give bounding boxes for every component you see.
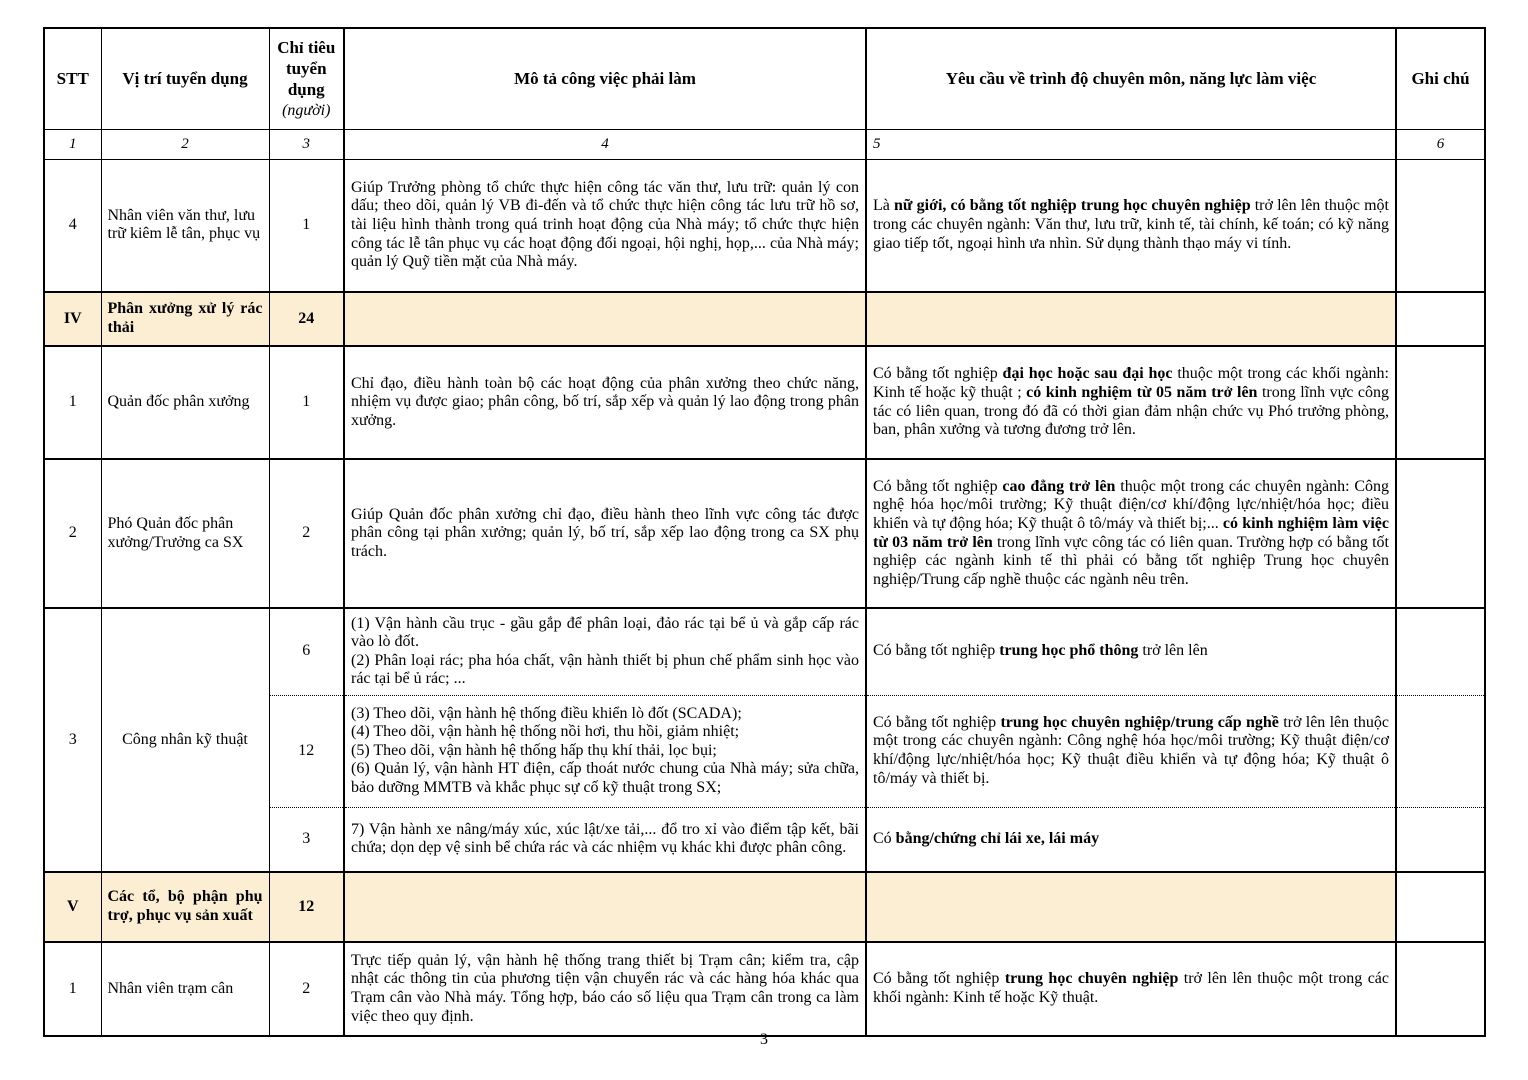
quota-cell: 3 (269, 807, 344, 872)
note-cell (1396, 807, 1485, 872)
note-cell (1396, 159, 1485, 292)
position-cell: Nhân viên văn thư, lưu trữ kiêm lễ tân, phục vụ (101, 159, 269, 292)
header-description: Mô tả công việc phải làm (344, 28, 866, 129)
description-cell (344, 872, 866, 942)
column-number-5: 5 (866, 129, 1396, 159)
recruitment-table (43, 27, 1486, 1037)
note-cell (1396, 608, 1485, 695)
description-cell: (1) Vận hành cầu trục - gầu gắp để phân loại, đảo rác tại bể ủ và gắp cấp rác vào lò đốt. (2) Phân loại rác; pha hóa chất, vận hành thiết bị phun chế phẩm sinh học vào rác tại bể ủ rác; ... (344, 608, 866, 695)
requirement-cell: Có bằng tốt nghiệp trung học phổ thông trở lên lên (866, 608, 1396, 695)
column-number-2: 2 (101, 129, 269, 159)
quota-cell: 2 (269, 942, 344, 1036)
header-row (44, 28, 1485, 129)
requirement-cell: Có bằng tốt nghiệp đại học hoặc sau đại học thuộc một trong các khối ngành: Kinh tế hoặc kỹ thuật ; có kinh nghiệm từ 05 năm trở lên trong lĩnh vực công tác có liên quan, trong đó đã có thời gian đảm nhận chức vụ Phó trưởng phòng, ban, phân xưởng và tương đương trở lên. (866, 346, 1396, 459)
page-number: 3 (760, 1031, 768, 1048)
table-row (44, 872, 1485, 942)
description-cell: Giúp Quản đốc phân xưởng chỉ đạo, điều hành theo lĩnh vực công tác được phân công tại phân xưởng; quản lý, bố trí, sắp xếp lao động trong ca SX phụ trách. (344, 459, 866, 608)
requirement-cell: Có bằng/chứng chỉ lái xe, lái máy (866, 807, 1396, 872)
quota-cell: 12 (269, 872, 344, 942)
requirement-cell (866, 292, 1396, 346)
stt-cell: 2 (44, 459, 101, 608)
quota-cell: 1 (269, 159, 344, 292)
position-cell: Các tổ, bộ phận phụ trợ, phục vụ sản xuất (101, 872, 269, 942)
header-quota-label: Chỉ tiêu tuyển dụng (277, 37, 336, 100)
note-cell (1396, 695, 1485, 807)
stt-cell: V (44, 872, 101, 942)
quota-cell: 12 (269, 695, 344, 807)
position-cell: Phân xưởng xử lý rác thải (101, 292, 269, 346)
quota-cell: 6 (269, 608, 344, 695)
position-cell: Công nhân kỹ thuật (101, 608, 269, 872)
column-number-4: 4 (344, 129, 866, 159)
table-row (44, 292, 1485, 346)
description-cell (344, 292, 866, 346)
column-numbers-row (44, 129, 1485, 159)
stt-cell: 1 (44, 942, 101, 1036)
column-number-1: 1 (44, 129, 101, 159)
recruitment-table-sheet (43, 27, 1486, 1037)
requirement-cell: Có bằng tốt nghiệp cao đẳng trở lên thuộc một trong các chuyên ngành: Công nghệ hóa học/môi trường; Kỹ thuật điện/cơ khí/động lực/nhiệt/hóa học; điều khiển và tự động hóa; Kỹ thuật ô tô/máy và thiết bị;... có kinh nghiệm làm việc từ 03 năm trở lên trong lĩnh vực công tác có liên quan. Trường hợp có bằng tốt nghiệp các ngành kinh tế thì phải có bằng tốt nghiệp Trung học chuyên nghiệp/Trung cấp nghề thuộc các ngành nêu trên. (866, 459, 1396, 608)
requirement-cell: Có bằng tốt nghiệp trung học chuyên nghiệp trở lên lên thuộc một trong các khối ngành: Kinh tế hoặc Kỹ thuật. (866, 942, 1396, 1036)
description-cell: Giúp Trưởng phòng tổ chức thực hiện công tác văn thư, lưu trữ: quản lý con dấu; theo dõi, quản lý VB đi-đến và tổ chức thực hiện công tác lưu trữ hồ sơ, tài liệu hình thành trong quá trinh hoạt động của Nhà máy; tổ chức thực hiện công tác lễ tân phục vụ các hoạt động đối ngoại, hội nghị, họp,... của Nhà máy; quản lý Quỹ tiền mặt của Nhà máy. (344, 159, 866, 292)
header-quota (269, 28, 344, 129)
note-cell (1396, 459, 1485, 608)
note-cell (1396, 942, 1485, 1036)
requirement-cell (866, 872, 1396, 942)
header-quota-unit: (người) (282, 101, 331, 119)
quota-cell: 2 (269, 459, 344, 608)
column-number-3: 3 (269, 129, 344, 159)
description-cell: (3) Theo dõi, vận hành hệ thống điều khiển lò đốt (SCADA); (4) Theo dõi, vận hành hệ thống nồi hơi, thu hồi, giảm nhiệt; (5) Theo dõi, vận hành hệ thống hấp thụ khí thải, lọc bụi; (6) Quản lý, vận hành HT điện, cấp thoát nước chung của Nhà máy; sửa chữa, bảo dưỡng MMTB và khắc phục sự cố kỹ thuật trong SX; (344, 695, 866, 807)
header-notes: Ghi chú (1396, 28, 1485, 129)
position-cell: Nhân viên trạm cân (101, 942, 269, 1036)
header-requirements: Yêu cầu về trình độ chuyên môn, năng lực làm việc (866, 28, 1396, 129)
table-row (44, 942, 1485, 1036)
stt-cell: 3 (44, 608, 101, 872)
description-cell: Trực tiếp quản lý, vận hành hệ thống trang thiết bị Trạm cân; kiểm tra, cập nhật các thông tin của phương tiện vận chuyển rác và các hàng hóa khác qua Trạm cân vào Nhà máy. Tổng hợp, báo cáo số liệu qua Trạm cân trong ca làm việc theo quy định. (344, 942, 866, 1036)
table-row (44, 459, 1485, 608)
description-cell: 7) Vận hành xe nâng/máy xúc, xúc lật/xe tải,... đổ tro xỉ vào điểm tập kết, bãi chứa; dọn dẹp vệ sinh bể chứa rác và các nhiệm vụ khác khi được phân công. (344, 807, 866, 872)
note-cell (1396, 346, 1485, 459)
description-cell: Chỉ đạo, điều hành toàn bộ các hoạt động của phân xưởng theo chức năng, nhiệm vụ được giao; phân công, bố trí, sắp xếp và quản lý lao động trong phân xưởng. (344, 346, 866, 459)
table-row (44, 608, 1485, 695)
stt-cell: 1 (44, 346, 101, 459)
note-cell (1396, 292, 1485, 346)
header-stt: STT (44, 28, 101, 129)
position-cell: Quản đốc phân xưởng (101, 346, 269, 459)
requirement-cell: Có bằng tốt nghiệp trung học chuyên nghiệp/trung cấp nghề trở lên lên thuộc một trong các chuyên ngành: Công nghệ hóa học/môi trường; Kỹ thuật điện/cơ khí/động lực/nhiệt/hóa học; Kỹ thuật điều khiển và tự động hóa; Kỹ thuật ô tô/máy và thiết bị. (866, 695, 1396, 807)
quota-cell: 24 (269, 292, 344, 346)
requirement-cell: Là nữ giới, có bằng tốt nghiệp trung học chuyên nghiệp trở lên lên thuộc một trong các chuyên ngành: Văn thư, lưu trữ, kinh tế, tài chính, kế toán; có kỹ năng giao tiếp tốt, ngoại hình ưa nhìn. Sử dụng thành thạo máy vi tính. (866, 159, 1396, 292)
column-number-6: 6 (1396, 129, 1485, 159)
note-cell (1396, 872, 1485, 942)
table-row (44, 159, 1485, 292)
stt-cell: IV (44, 292, 101, 346)
table-row (44, 346, 1485, 459)
stt-cell: 4 (44, 159, 101, 292)
position-cell: Phó Quản đốc phân xưởng/Trưởng ca SX (101, 459, 269, 608)
quota-cell: 1 (269, 346, 344, 459)
header-position: Vị trí tuyển dụng (101, 28, 269, 129)
